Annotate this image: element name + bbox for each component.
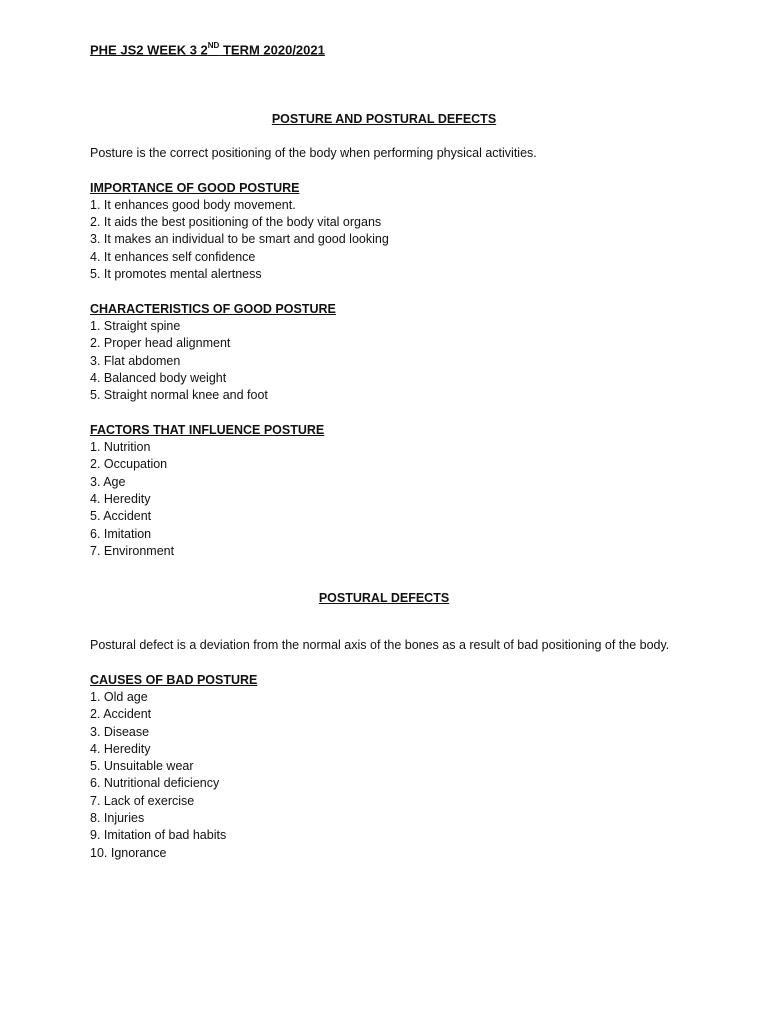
list-item: 1. Nutrition xyxy=(90,440,151,455)
causes-list xyxy=(90,689,670,862)
document-body xyxy=(90,145,670,862)
header-superscript: ND xyxy=(207,41,220,50)
defects-definition: Postural defect is a deviation from the normal axis of the bones as a result of bad positioning of the body. xyxy=(90,638,670,653)
list-item: 4. It enhances self confidence xyxy=(90,249,256,264)
list-item: 5. Unsuitable wear xyxy=(90,759,194,774)
list-item: 3. Age xyxy=(90,474,126,489)
list-item: 4. Balanced body weight xyxy=(90,370,227,385)
list-item: 5. It promotes mental alertness xyxy=(90,267,262,282)
list-item: 7. Lack of exercise xyxy=(90,793,195,808)
characteristics-list xyxy=(90,318,670,404)
list-item: 6. Nutritional deficiency xyxy=(90,776,220,791)
list-item: 9. Imitation of bad habits xyxy=(90,828,227,843)
header-prefix: PHE JS2 WEEK 3 2 xyxy=(90,42,208,58)
factors-list xyxy=(90,439,670,560)
list-item: 6. Imitation xyxy=(90,526,152,541)
list-item: 5. Straight normal knee and foot xyxy=(90,388,268,403)
list-item: 4. Heredity xyxy=(90,741,151,756)
characteristics-heading: CHARACTERISTICS OF GOOD POSTURE xyxy=(90,301,336,316)
list-item: 2. Occupation xyxy=(90,457,168,472)
list-item: 3. Flat abdomen xyxy=(90,353,181,368)
factors-heading: FACTORS THAT INFLUENCE POSTURE xyxy=(90,422,325,437)
list-item: 1. It enhances good body movement. xyxy=(90,197,296,212)
list-item: 4. Heredity xyxy=(90,491,151,506)
list-item: 2. Proper head alignment xyxy=(90,336,231,351)
list-item: 7. Environment xyxy=(90,543,175,558)
header-suffix: TERM 2020/2021 xyxy=(219,42,325,58)
list-item: 3. It makes an individual to be smart and good looking xyxy=(90,232,389,247)
list-item: 3. Disease xyxy=(90,724,150,739)
list-item: 2. It aids the best positioning of the body vital organs xyxy=(90,215,382,230)
document-header xyxy=(90,42,325,57)
intro-paragraph: Posture is the correct positioning of the body when performing physical activities. xyxy=(90,146,537,160)
importance-heading: IMPORTANCE OF GOOD POSTURE xyxy=(90,180,300,195)
list-item: 5. Accident xyxy=(90,509,152,524)
list-item: 2. Accident xyxy=(90,707,152,722)
list-item: 8. Injuries xyxy=(90,810,145,825)
list-item: 1. Old age xyxy=(90,689,148,704)
causes-heading: CAUSES OF BAD POSTURE xyxy=(90,672,258,687)
list-item: 10. Ignorance xyxy=(90,845,167,860)
importance-list xyxy=(90,197,670,283)
page-title: POSTURE AND POSTURAL DEFECTS xyxy=(271,112,497,126)
list-item: 1. Straight spine xyxy=(90,318,181,333)
defects-heading: POSTURAL DEFECTS xyxy=(318,590,450,605)
